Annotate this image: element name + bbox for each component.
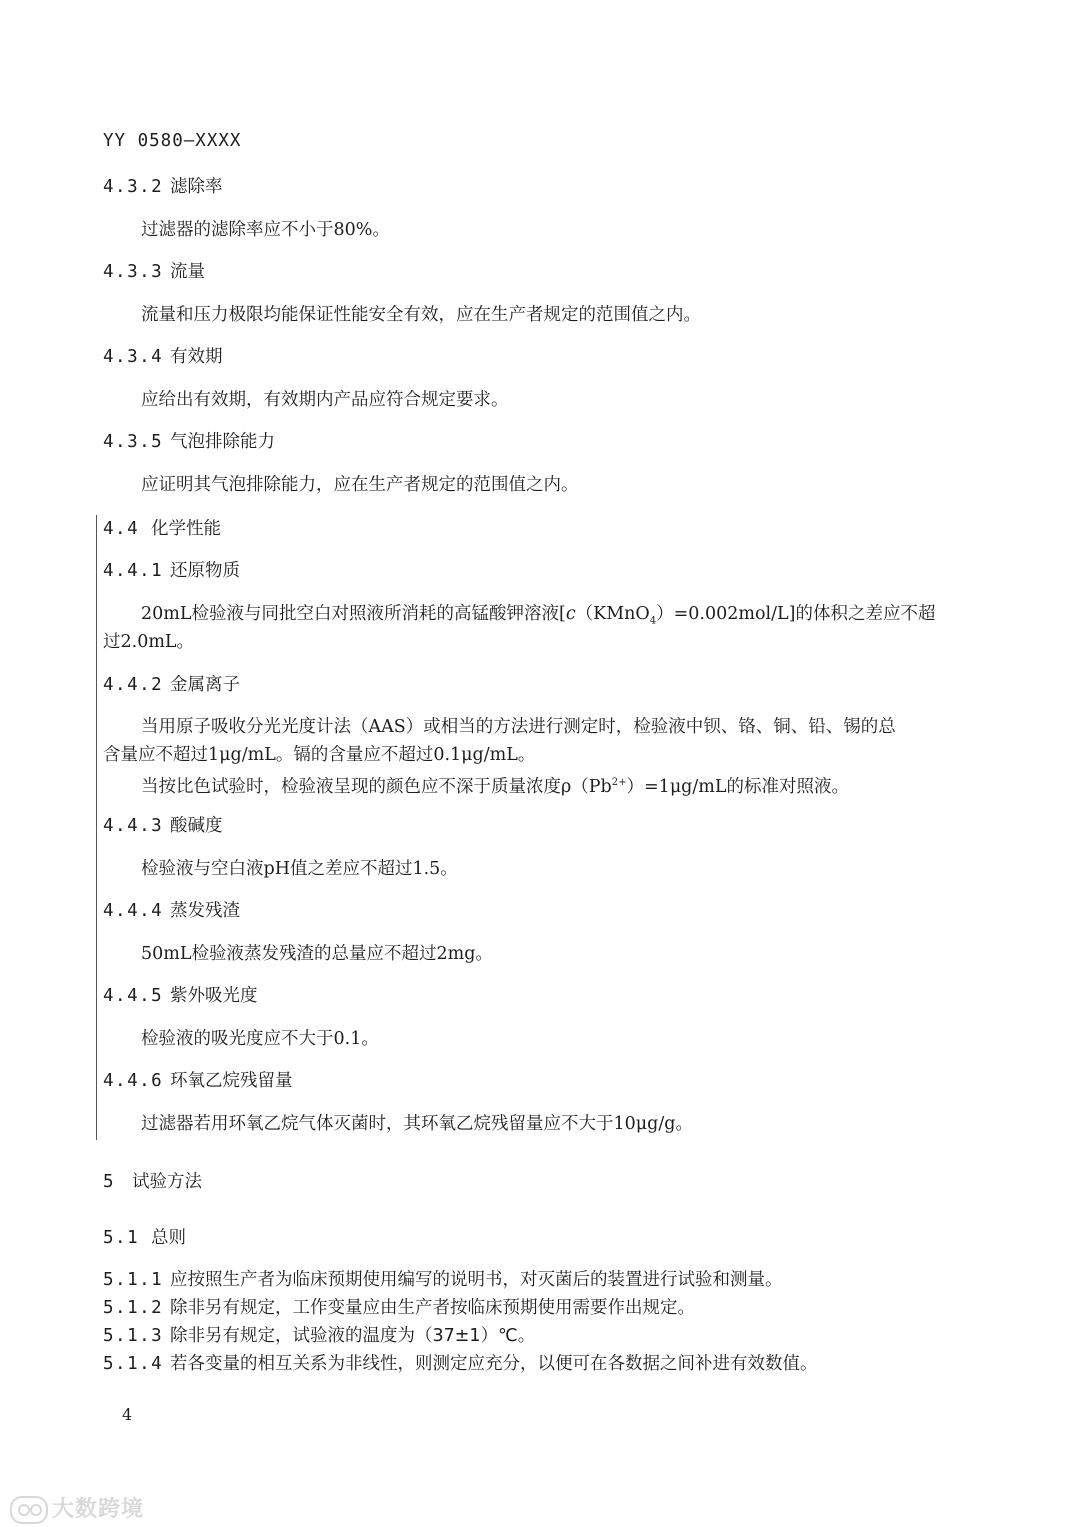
section-title: 还原物质 bbox=[170, 561, 240, 581]
chapter-title: 试验方法 bbox=[132, 1172, 202, 1192]
doc-code-header: YY 0580—XXXX bbox=[103, 131, 242, 151]
section-heading bbox=[103, 1227, 186, 1249]
section-title: 有效期 bbox=[170, 347, 223, 367]
clause-number: 5.1.2 bbox=[103, 1298, 164, 1318]
clause bbox=[103, 1269, 783, 1291]
section-heading bbox=[103, 261, 205, 283]
text-run: 20mL检验液与同批空白对照液所消耗的高锰酸钾溶液[ bbox=[141, 604, 566, 624]
section-title: 化学性能 bbox=[151, 519, 221, 539]
page-number: 4 bbox=[122, 1405, 133, 1424]
section-number: 4.4.5 bbox=[103, 986, 164, 1006]
section-title: 流量 bbox=[170, 262, 205, 282]
paragraph bbox=[141, 772, 849, 798]
paragraph bbox=[141, 603, 935, 633]
subscript: 4 bbox=[649, 615, 657, 627]
clause-text: 若各变量的相互关系为非线性，则测定应充分，以便可在各数据之间补进有效数值。 bbox=[170, 1354, 818, 1374]
watermark bbox=[10, 1492, 144, 1524]
paragraph: 应给出有效期，有效期内产品应符合规定要求。 bbox=[141, 390, 509, 410]
section-number: 4.3.4 bbox=[103, 347, 164, 367]
paragraph-continuation: 过2.0mL。 bbox=[103, 632, 195, 652]
chapter-heading bbox=[103, 1171, 202, 1193]
section-title: 蒸发残渣 bbox=[170, 901, 240, 921]
section-heading bbox=[103, 560, 240, 582]
section-title: 酸碱度 bbox=[170, 816, 223, 836]
paragraph: 应证明其气泡排除能力，应在生产者规定的范围值之内。 bbox=[141, 475, 579, 495]
section-title: 紫外吸光度 bbox=[170, 986, 258, 1006]
revision-change-bar bbox=[96, 515, 97, 1140]
section-title: 总则 bbox=[151, 1228, 186, 1248]
section-heading bbox=[103, 815, 223, 837]
section-heading bbox=[103, 176, 223, 198]
section-heading bbox=[103, 985, 258, 1007]
section-number: 4.4.1 bbox=[103, 561, 164, 581]
clause-number: 5.1.1 bbox=[103, 1270, 164, 1290]
paragraph: 过滤器若用环氧乙烷气体灭菌时，其环氧乙烷残留量应不大于10μg/g。 bbox=[141, 1114, 693, 1134]
paragraph: 50mL检验液蒸发残渣的总量应不超过2mg。 bbox=[141, 944, 493, 964]
text-run: 当按比色试验时，检验液呈现的颜色应不深于质量浓度ρ（Pb bbox=[141, 776, 612, 797]
section-number: 4.4.2 bbox=[103, 675, 164, 695]
paragraph: 当用原子吸收分光光度计法（AAS）或相当的方法进行测定时，检验液中钡、铬、铜、铅、锡的总 bbox=[141, 717, 896, 737]
clause-number: 5.1.4 bbox=[103, 1354, 164, 1374]
superscript: 2+ bbox=[611, 777, 627, 788]
paragraph: 检验液与空白液pH值之差应不超过1.5。 bbox=[141, 859, 458, 879]
section-heading bbox=[103, 431, 275, 453]
text-run: （KMnO bbox=[575, 604, 650, 624]
section-number: 4.3.3 bbox=[103, 262, 164, 282]
paragraph: 检验液的吸光度应不大于0.1。 bbox=[141, 1029, 379, 1049]
text-run: ）=0.002mol/L]的体积之差应不超 bbox=[656, 604, 936, 624]
section-heading bbox=[103, 346, 223, 368]
section-heading bbox=[103, 900, 240, 922]
watermark-text: 大数跨境 bbox=[52, 1497, 145, 1522]
section-heading bbox=[103, 518, 221, 540]
clause bbox=[103, 1325, 535, 1347]
section-number: 4.4 bbox=[103, 519, 140, 539]
section-number: 4.4.3 bbox=[103, 816, 164, 836]
text-run: ）=1μg/mL的标准对照液。 bbox=[626, 776, 849, 797]
chapter-number: 5 bbox=[103, 1172, 116, 1192]
paragraph: 过滤器的滤除率应不小于80%。 bbox=[141, 220, 390, 240]
watermark-logo-icon bbox=[10, 1496, 48, 1524]
section-number: 4.4.4 bbox=[103, 901, 164, 921]
section-title: 金属离子 bbox=[170, 675, 240, 695]
section-heading bbox=[103, 1070, 293, 1092]
clause-number: 5.1.3 bbox=[103, 1326, 164, 1346]
clause-text: 除非另有规定，试验液的温度为（37±1）℃。 bbox=[170, 1326, 536, 1346]
paragraph: 流量和压力极限均能保证性能安全有效，应在生产者规定的范围值之内。 bbox=[141, 305, 701, 325]
section-title: 环氧乙烷残留量 bbox=[170, 1071, 293, 1091]
section-number: 4.3.5 bbox=[103, 432, 164, 452]
paragraph-continuation: 含量应不超过1μg/mL。镉的含量应不超过0.1μg/mL。 bbox=[103, 745, 536, 765]
section-heading bbox=[103, 674, 240, 696]
clause-text: 除非另有规定，工作变量应由生产者按临床预期使用需要作出规定。 bbox=[170, 1298, 695, 1318]
section-title: 气泡排除能力 bbox=[170, 432, 275, 452]
section-number: 4.3.2 bbox=[103, 177, 164, 197]
clause bbox=[103, 1297, 695, 1319]
text-run-italic: c bbox=[565, 604, 576, 624]
section-number: 4.4.6 bbox=[103, 1071, 164, 1091]
clause bbox=[103, 1353, 818, 1375]
clause-text: 应按照生产者为临床预期使用编写的说明书，对灭菌后的装置进行试验和测量。 bbox=[170, 1270, 783, 1290]
section-title: 滤除率 bbox=[170, 177, 223, 197]
section-number: 5.1 bbox=[103, 1228, 140, 1248]
